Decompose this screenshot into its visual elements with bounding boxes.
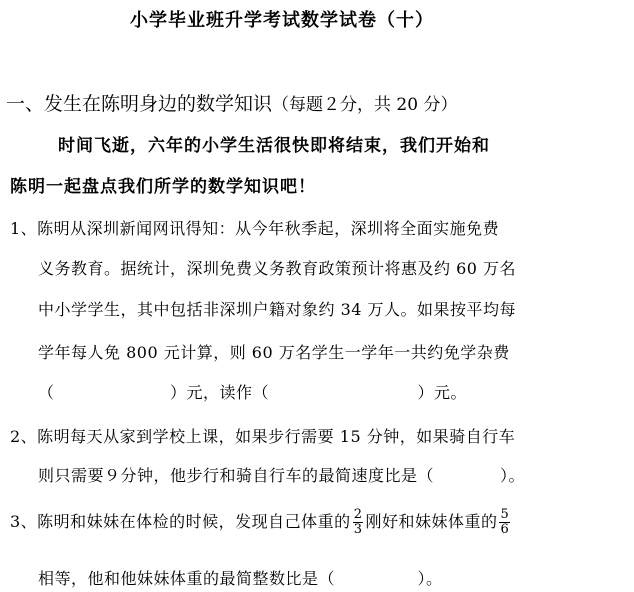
fraction-denominator: 3 [353,522,363,537]
question-1-line-5: （ ）元，读作（ ）元。 [38,383,468,402]
exam-title: 小学毕业班升学考试数学试卷（十） [130,10,434,31]
question-2-line-1: 2、陈明每天从家到学校上课，如果步行需要 15 分钟，如果骑自行车 [10,427,516,446]
question-3-line-2: 相等，他和他妹妹体重的最简整数比是（ ）。 [38,569,443,588]
intro-line-1: 时间飞逝，六年的小学生活很快即将结束，我们开始和 [58,136,490,156]
fraction-five-sixths [499,508,510,537]
question-1-line-1: 1、陈明从深圳新闻网讯得知：从今年秋季起，深圳将全面实施免费 [10,219,500,238]
fraction-numerator: 2 [353,507,363,522]
fraction-two-thirds [353,508,364,537]
fraction-denominator: 6 [500,522,510,537]
section-heading-text: 一、发生在陈明身边的数学知识 [6,93,273,115]
question-2-line-2: 则只需要９分钟，他步行和骑自行车的最简速度比是（ ）。 [38,466,526,485]
question-3-line-1 [10,508,512,537]
intro-line-2: 陈明一起盘点我们所学的数学知识吧！ [10,177,316,197]
section-score-note: （每题２分，共 20 分） [272,95,458,115]
question-3-text-b: 刚好和妹妹体重的 [365,512,498,531]
question-1-line-3: 中小学学生，其中包括非深圳户籍对象约 34 万人。如果按平均每 [38,300,517,319]
question-1-line-2: 义务教育。据统计，深圳免费义务教育政策预计将惠及约 60 万名 [38,259,517,278]
question-1-line-4: 学年每人免 800 元计算，则 60 万名学生一学年一共约免学杂费 [38,343,510,362]
section-heading [6,89,457,116]
fraction-numerator: 5 [500,507,510,522]
question-3-text-a: 3、陈明和妹妹在体检的时候，发现自己体重的 [10,512,351,531]
